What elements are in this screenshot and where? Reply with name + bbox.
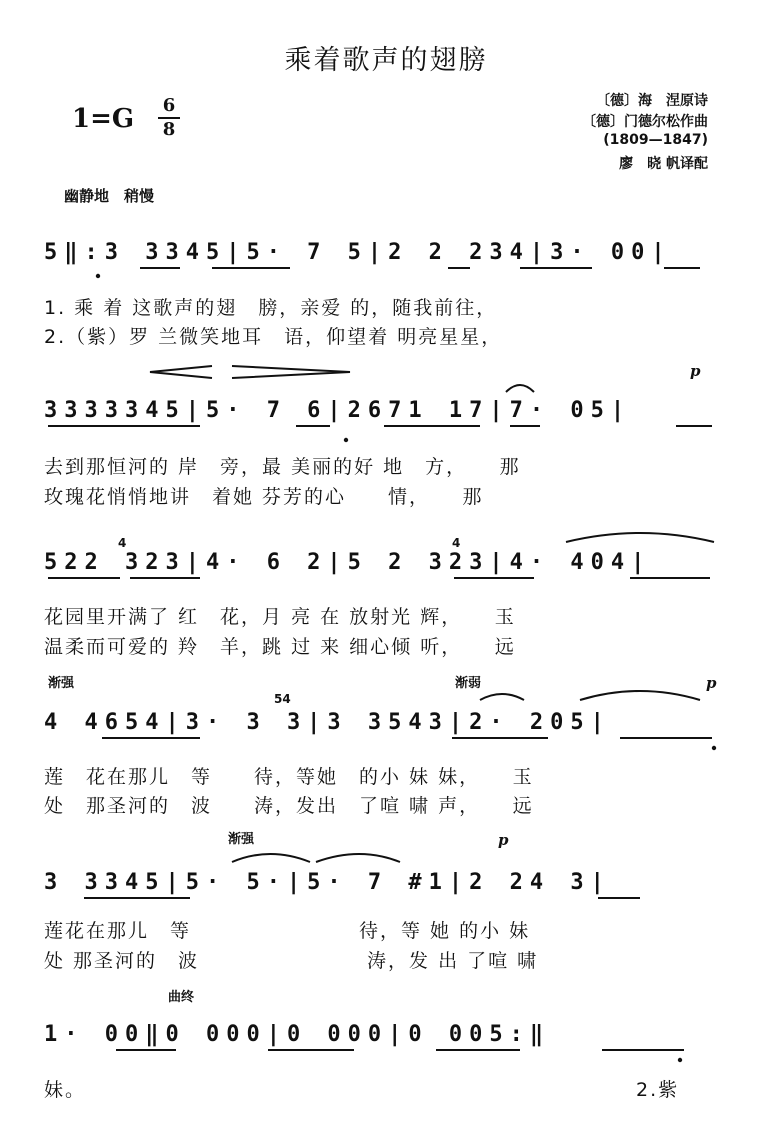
lyric-line-2-verse-2: 玫瑰花悄悄地讲 着她 芬芳的心 情， 那	[44, 486, 484, 508]
notation-line-1: 5‖:3 3345|5· 7 5|2 2 234|3· 00|	[44, 240, 672, 265]
credit-composer: 〔德〕门德尔松作曲	[582, 114, 708, 130]
slur-4	[580, 691, 700, 700]
slur-1	[506, 385, 534, 392]
dynamic-piano-3: p	[690, 362, 701, 380]
lyric-line-1-verse-2: 2.（紫）罗 兰微笑地耳 语，仰望着 明亮星星，	[44, 326, 503, 348]
dynamic-diminuendo: 渐弱	[455, 676, 482, 691]
lyric-line-3-verse-1: 花园里开满了 红 花，月 亮 在 放射光 辉， 玉	[44, 606, 516, 628]
dynamic-crescendo-2: 渐强	[228, 832, 255, 847]
low-dot	[712, 746, 716, 750]
crescendo-hairpin	[150, 366, 212, 378]
lyric-line-5-verse-2: 处 那圣河的 波 涛，发 出 了喧 啸	[44, 950, 539, 972]
credit-translator: 廖 晓 帆译配	[619, 156, 708, 172]
notation-line-3: 522 323|4· 6 2|5 2 323|4· 404|	[44, 550, 652, 575]
ending-marking: 曲终	[168, 990, 195, 1005]
slur-5	[232, 854, 310, 862]
notation-line-4: 4 4654|3· 3 3|3 3543|2· 205|	[44, 710, 611, 735]
credit-years: (1809—1847)	[603, 132, 708, 148]
grace-note-3: 54	[274, 692, 291, 706]
meter-top: 6	[162, 95, 176, 116]
low-dot	[96, 274, 100, 278]
dynamic-piano-1: p	[706, 674, 717, 692]
lyric-line-3-verse-2: 温柔而可爱的 羚 羊，跳 过 来 细心倾 听， 远	[44, 636, 516, 658]
slur-6	[316, 854, 400, 862]
slur-3	[480, 694, 524, 700]
dynamic-piano-2: p	[498, 831, 509, 849]
decrescendo-hairpin	[232, 366, 350, 378]
key-signature: 1=G	[72, 104, 135, 134]
dynamic-crescendo-1: 渐强	[48, 676, 75, 691]
low-dot	[678, 1058, 682, 1062]
tempo-marking: 幽静地 稍慢	[64, 187, 155, 205]
notation-line-5: 3 3345|5· 5·|5· 7 #1|2 24 3|	[44, 870, 611, 895]
notation-line-2: 3333345|5· 7 6|2671 17|7· 05|	[44, 398, 632, 423]
low-dot	[344, 438, 348, 442]
slur-2	[566, 533, 714, 542]
lyric-line-6-verse-2-start: 2.紫	[636, 1079, 680, 1101]
lyric-line-2-verse-1: 去到那恒河的 岸 旁，最 美丽的好 地 方， 那	[44, 456, 521, 478]
lyric-line-4-verse-2: 处 那圣河的 波 涛，发出 了喧 啸 声， 远	[44, 795, 534, 817]
grace-note-1: 4	[118, 536, 127, 550]
credit-lyricist: 〔德〕海 涅原诗	[596, 93, 708, 109]
meter-bottom: 8	[162, 119, 176, 140]
notation-line-6: 1· 00‖0 000|0 000|0 005:‖	[44, 1022, 551, 1047]
page-title: 乘着歌声的翅膀	[284, 45, 488, 76]
lyric-line-1-verse-1: 1. 乘 着 这歌声的翅 膀，亲爱 的，随我前往，	[44, 297, 498, 319]
lyric-line-5-verse-1: 莲花在那儿 等 待，等 她 的小 妹	[44, 920, 531, 942]
lyric-line-4-verse-1: 莲 花在那儿 等 待，等她 的小 妹 妹， 玉	[44, 766, 534, 788]
grace-note-2: 4	[452, 536, 461, 550]
lyric-line-6-end: 妹。	[44, 1079, 87, 1101]
